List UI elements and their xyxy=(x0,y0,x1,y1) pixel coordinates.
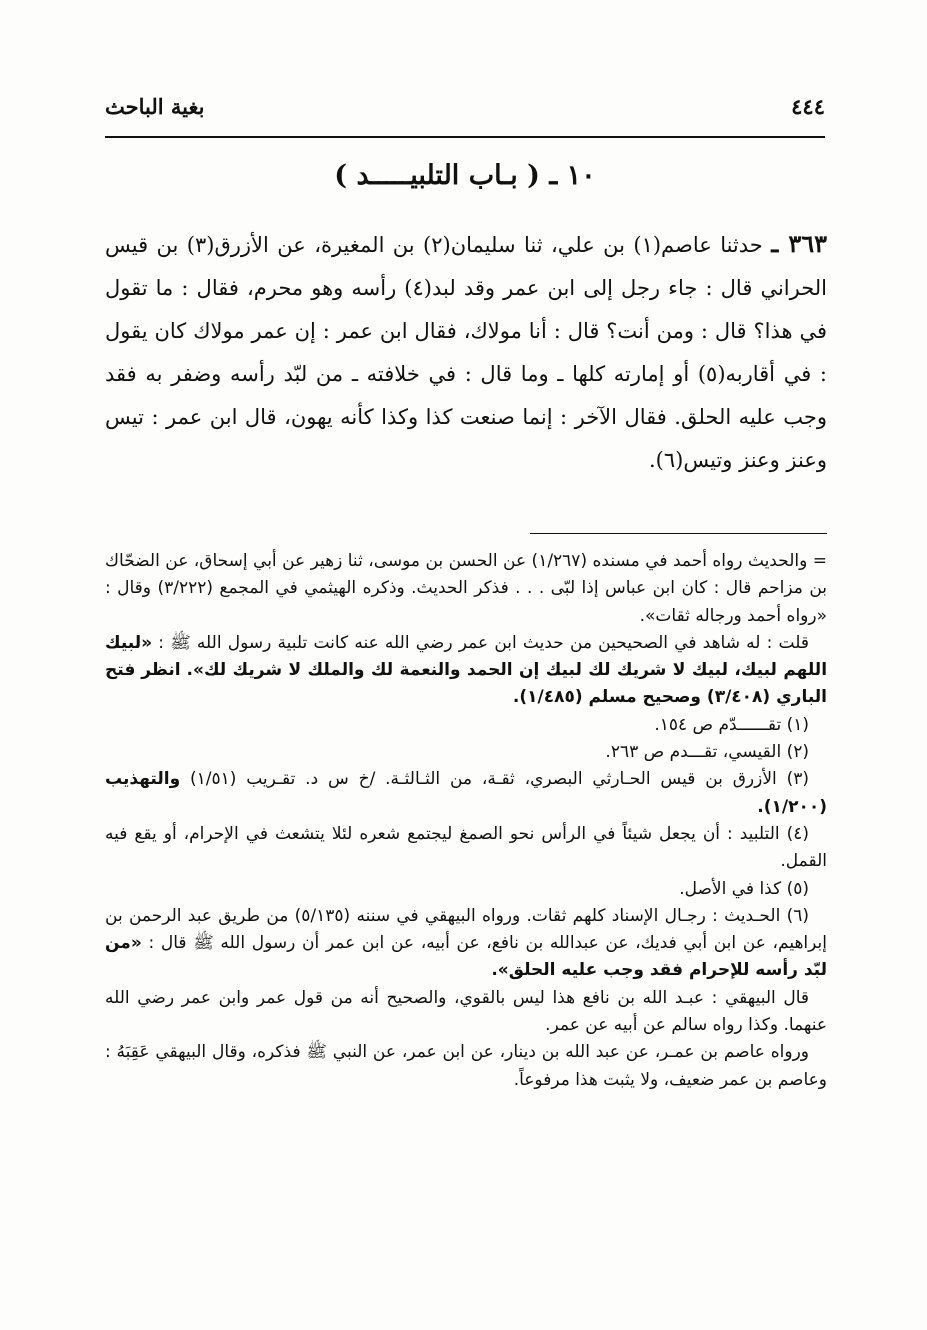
hadith-number: ٣٦٣ ـ xyxy=(771,229,828,258)
chapter-title: ١٠ ـ ( بـاب التلبيـــــد ) xyxy=(334,160,596,191)
footnote-6-quote: «من لبّد رأسه للإحرام فقد وجب عليه الحلق». xyxy=(105,933,827,981)
footnote-6 xyxy=(105,903,827,985)
footnote-3-tahdhib: والتهذيب (١/٢٠٠). xyxy=(105,769,827,817)
page-number: ٤٤٤ xyxy=(791,93,825,119)
book-title: بغية الباحث xyxy=(105,93,205,119)
hadith-text xyxy=(105,222,827,482)
talbiya-quote: «لبيك اللهم لبيك، لبيك لا شريك لك لبيك إن الحمد والنعمة لك والملك لا شريك لك». xyxy=(105,632,828,681)
footnote-shahid xyxy=(105,630,827,712)
hadith-body: حدثنا عاصم(١) بن علي، ثنا سليمان(٢) بن المغيرة، عن الأزرق(٣) بن قيس الحراني قال : جاء رجل إلى ابن عمر وقد لبد(٤) رأسه وهو محرم، فقال : ما تقول في هذا؟ قال : ومن أنت؟ قال : أنا مولاك، فقال ابن عمر : إن عمر مولاك كان يقول : في أقاربه(٥) أو إمارته كلها ـ وما قال : في خلافته ـ من لبّد رأسه وضفر به فقد وجب عليه الحلق. فقال الآخر : إنما صنعت كذا وكذا كأنه يهون، قال ابن عمر : تيس وعنز وعنز وتيس(٦). xyxy=(105,233,827,472)
header-rule xyxy=(105,136,825,138)
footnotes xyxy=(105,548,827,1094)
bayhaqi-comment-2: ورواه عاصم بن عمـر، عن عبد الله بن دينار، عن ابن عمر، عن النبي ﷺ فذكره، وقال البيهقي عَقِبَهُ : وعاصم بن عمر ضعيف، ولا يثبت هذا مرفوعاً. xyxy=(105,1042,827,1090)
footnote-separator xyxy=(530,533,827,534)
shahid-intro: قلت : له شاهد في الصحيحين من حديث ابن عمر رضي الله عنه كانت تلبية رسول الله ﷺ : xyxy=(158,632,810,653)
footnote-3-text: (٣) الأزرق بن قيس الحـارثي البصري، ثقـة، من الثـالثـة. /خ س د. تقـريب (١/٥١) xyxy=(189,769,809,790)
shahid-refs: فتح الباري (٣/٤٠٨) وصحيح مسلم (١/٤٨٥). xyxy=(105,660,827,708)
footnote-3 xyxy=(105,766,827,821)
footnote-1: (١) تقــــــدّم ص ١٥٤. xyxy=(654,714,809,735)
footnote-5: (٥) كذا في الأصل. xyxy=(679,878,809,899)
running-header xyxy=(105,88,825,124)
footnote-6-text: (٦) الحـديث : رجـال الإسناد كلهم ثقات. ورواه البيهقي في سننه (٥/١٣٥) من طريق عبد الرحمن بن إبراهيم، عن ابن أبي فديك، عن عبدالله بن نافع، عن أبيه، عن ابن عمر أن رسول الله ﷺ قال : xyxy=(105,905,827,954)
see-label: انظر xyxy=(141,660,181,681)
footnote-continuation: = والحديث رواه أحمد في مسنده (١/٢٦٧) عن الحسن بن موسى، ثنا زهير عن أبي إسحاق، عن الضحّاك بن مزاحم قال : كان ابن عباس إذا لبّى . . . فذكر الحديث. وذكره الهيثمي في المجمع (٣/٢٢٢) وقال : «رواه أحمد ورجاله ثقات». xyxy=(105,551,827,626)
footnote-4: (٤) التلبيد : أن يجعل شيئاً في الرأس نحو الصمغ ليجتمع شعره لئلا يتشعث في الإحرام، أو يقع فيه القمل. xyxy=(105,823,827,872)
bayhaqi-comment-1: قال البيهقي : عبـد الله بن نافع هذا ليس بالقوي، والصحيح أنه من قول عمر وابن عمر رضي الله عنهما. وكذا رواه سالم عن أبيه عن عمر. xyxy=(105,987,827,1036)
footnote-2: (٢) القيسي، تقـــدم ص ٢٦٣. xyxy=(605,742,809,763)
